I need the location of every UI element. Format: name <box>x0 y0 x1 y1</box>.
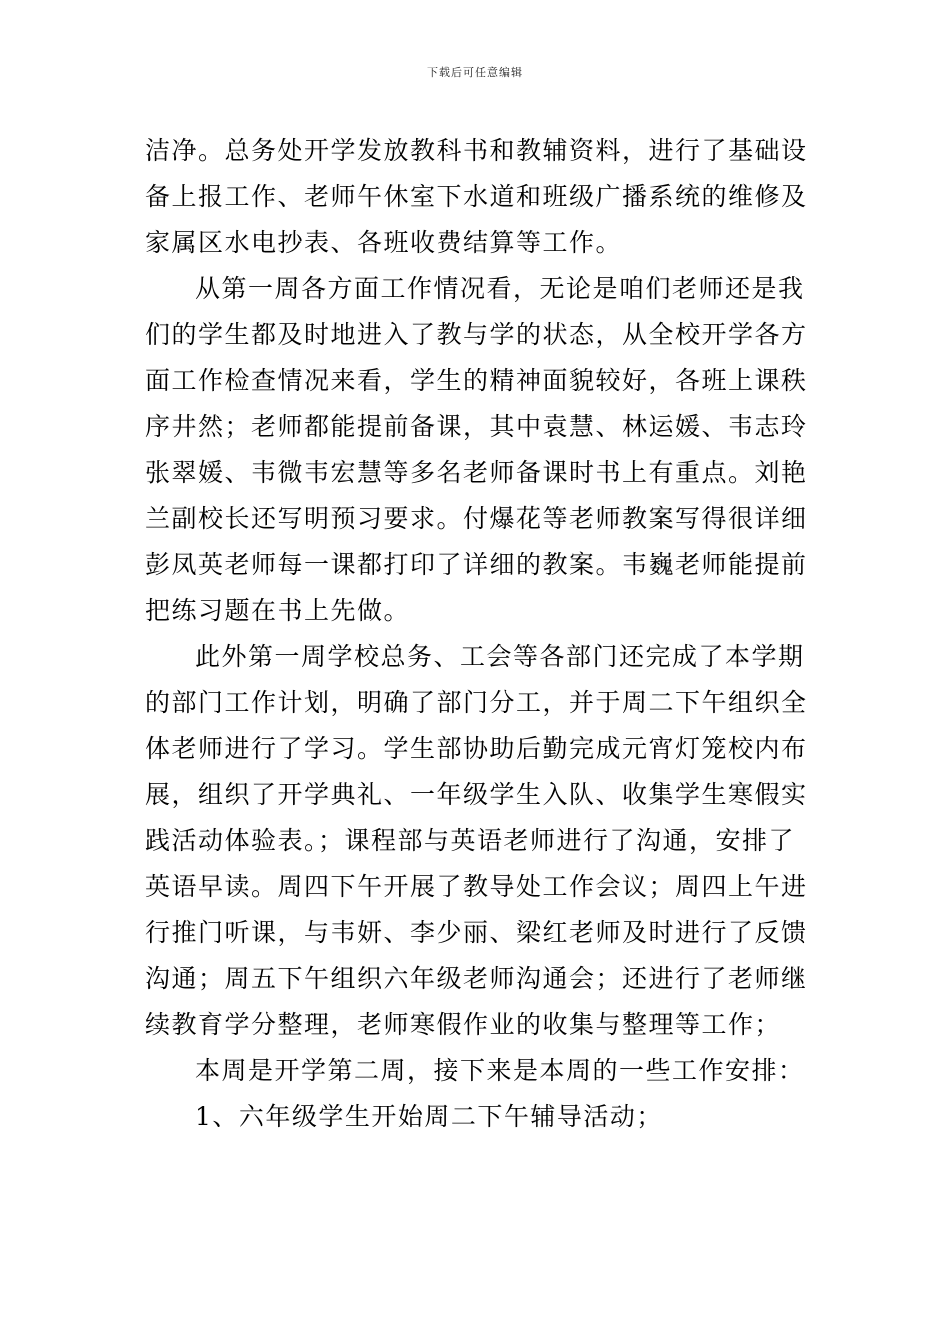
text-line: 英语早读。周四下午开展了教导处工作会议；周四上午进 <box>145 872 808 901</box>
text-line: 沟通；周五下午组织六年级老师沟通会；还进行了老师继 <box>145 964 808 993</box>
text-line: 家属区水电抄表、各班收费结算等工作。 <box>145 228 623 257</box>
document-body <box>145 128 809 1140</box>
list-item-line: 1、六年级学生开始周二下午辅导活动； <box>195 1102 663 1131</box>
text-line: 把练习题在书上先做。 <box>145 596 411 625</box>
paragraph-start-line: 从第一周各方面工作情况看，无论是咱们老师还是我 <box>195 274 805 303</box>
text-line: 展，组织了开学典礼、一年级学生入队、收集学生寒假实 <box>145 780 808 809</box>
text-line: 践活动体验表。；课程部与英语老师进行了沟通，安排了 <box>145 826 796 855</box>
text-line: 面工作检查情况来看，学生的精神面貌较好，各班上课秩 <box>145 366 808 395</box>
text-line: 的部门工作计划，明确了部门分工，并于周二下午组织全 <box>145 688 808 717</box>
paragraph-start-line: 本周是开学第二周，接下来是本周的一些工作安排： <box>195 1056 805 1085</box>
text-line: 彭凤英老师每一课都打印了详细的教案。韦巍老师能提前 <box>145 550 808 579</box>
text-line: 兰副校长还写明预习要求。付爆花等老师教案写得很详细 <box>145 504 808 533</box>
text-line: 体老师进行了学习。学生部协助后勤完成元宵灯笼校内布 <box>145 734 808 763</box>
text-line: 续教育学分整理，老师寒假作业的收集与整理等工作； <box>145 1010 782 1039</box>
page-header: 下载后可任意编辑 <box>427 66 523 79</box>
text-line: 洁净。总务处开学发放教科书和教辅资料，进行了基础设 <box>145 136 808 165</box>
paragraph-start-line: 此外第一周学校总务、工会等各部门还完成了本学期 <box>195 642 805 671</box>
text-line: 们的学生都及时地进入了教与学的状态，从全校开学各方 <box>145 320 808 349</box>
text-line: 备上报工作、老师午休室下水道和班级广播系统的维修及 <box>145 182 808 211</box>
text-line: 行推门听课，与韦妍、李少丽、梁红老师及时进行了反馈 <box>145 918 808 947</box>
text-line: 张翠媛、韦微韦宏慧等多名老师备课时书上有重点。刘艳 <box>145 458 808 487</box>
text-line: 序井然；老师都能提前备课，其中袁慧、林运媛、韦志玲 <box>145 412 808 441</box>
